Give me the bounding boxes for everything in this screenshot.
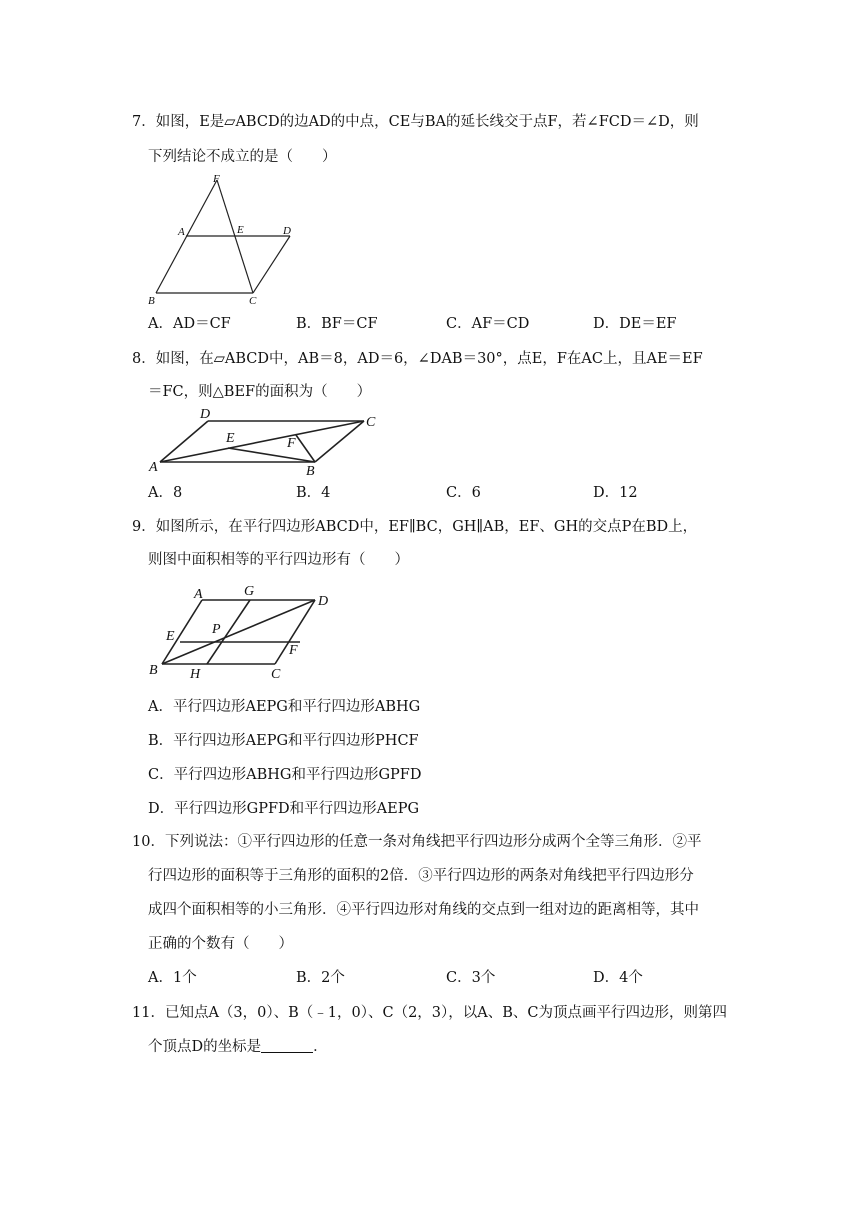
q7-label-d: D [283, 225, 291, 237]
q9-label-e: E [166, 629, 175, 644]
q11-text-line2 [148, 1037, 328, 1057]
q11-text-prefix: 个顶点D的坐标是 [148, 1039, 262, 1055]
q8-option-c: C．6 [446, 485, 481, 501]
q10-option-a: A．1个 [148, 970, 197, 986]
q8-edge-bc [315, 421, 364, 462]
q9-label-f: F [289, 643, 298, 658]
q9-label-b: B [149, 663, 158, 678]
q8-edge-ad [160, 421, 208, 462]
q7-option-a: A．AD＝CF [148, 316, 231, 332]
q10-text-line1: 10．下列说法：①平行四边形的任意一条对角线把平行四边形分成两个全等三角形．②平 [132, 834, 702, 850]
q8-option-a: A．8 [148, 485, 183, 501]
q8-label-b: B [306, 464, 315, 478]
q9-text-line1: 9．如图所示，在平行四边形ABCD中，EF∥BC，GH∥AB，EF、GH的交点P在BD上， [132, 519, 698, 535]
q9-option-d: D．平行四边形GPFD和平行四边形AEPG [148, 801, 420, 817]
q10-text-line2: 行四边形的面积等于三角形的面积的2倍．③平行四边形的两条对角线把平行四边形分 [148, 868, 694, 884]
q11-text-suffix: ． [313, 1039, 328, 1055]
q7-label-c: C [249, 295, 257, 307]
q11-answer-blank[interactable] [261, 1038, 313, 1053]
q8-text-line1: 8．如图，在▱ABCD中，AB＝8，AD＝6，∠DAB＝30°，点E，F在AC上，且AE＝EF [132, 351, 703, 367]
q9-option-c: C．平行四边形ABHG和平行四边形GPFD [148, 767, 422, 783]
q7-label-f: F [213, 173, 220, 185]
q7-figure [140, 170, 310, 310]
q7-label-e: E [237, 224, 244, 236]
q10-option-d: D．4个 [593, 970, 643, 986]
q9-option-a: A．平行四边形AEPG和平行四边形ABHG [148, 699, 421, 715]
q7-edge-cd [253, 236, 290, 293]
q8-label-c: C [366, 415, 376, 430]
q9-text-line2: 则图中面积相等的平行四边形有（ ） [148, 552, 409, 568]
q9-label-g: G [244, 584, 255, 599]
q8-option-b: B．4 [296, 485, 331, 501]
q9-label-p: P [212, 622, 221, 637]
q10-text-line3: 成四个面积相等的小三角形．④平行四边形对角线的交点到一组对边的距离相等，其中 [148, 902, 699, 918]
q7-label-b: B [148, 295, 155, 307]
q8-seg-fb [296, 435, 315, 462]
q7-text-line1: 7．如图，E是▱ABCD的边AD的中点，CE与BA的延长线交于点F，若∠FCD＝∠D，则 [132, 114, 699, 130]
q7-option-d: D．DE＝EF [593, 316, 677, 332]
q8-label-d: D [200, 407, 211, 422]
q8-option-d: D．12 [593, 485, 638, 501]
q8-label-f: F [287, 436, 296, 451]
q10-text-line4: 正确的个数有（ ） [148, 936, 293, 952]
q8-label-a: A [149, 460, 158, 475]
q9-option-b: B．平行四边形AEPG和平行四边形PHCF [148, 733, 419, 749]
q9-label-a: A [194, 587, 203, 602]
q9-figure [140, 578, 340, 684]
q10-option-b: B．2个 [296, 970, 345, 986]
q7-option-c: C．AF＝CD [446, 316, 530, 332]
q9-label-c: C [271, 667, 281, 682]
q8-figure [140, 402, 390, 478]
q7-text-line2: 下列结论不成立的是（ ） [148, 149, 337, 165]
q7-option-b: B．BF＝CF [296, 316, 378, 332]
q8-diag-ac [160, 421, 364, 462]
q8-label-e: E [226, 431, 235, 446]
q9-label-h: H [190, 667, 201, 682]
q11-text-line1: 11．已知点A（3，0）、B（﹣1，0）、C（2，3），以A、B、C为顶点画平行四边形，则第四 [132, 1005, 727, 1021]
q8-seg-eb [228, 448, 315, 462]
q7-label-a: A [178, 226, 185, 238]
q9-label-d: D [318, 594, 329, 609]
q8-text-line2: ＝FC，则△BEF的面积为（ ） [148, 384, 372, 400]
q10-option-c: C．3个 [446, 970, 496, 986]
